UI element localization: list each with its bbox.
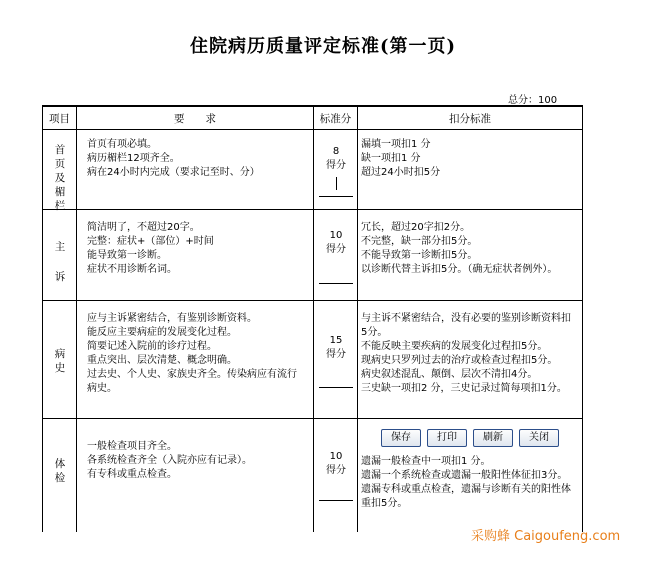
score-unit: 得分 — [326, 244, 346, 255]
requirement-line: 有专科或重点检查。 — [87, 469, 177, 480]
row-deductions — [361, 221, 581, 277]
requirement-line: 完整：症状+（部位）+时间 — [87, 236, 214, 247]
requirement-line: 能反应主要病症的发展变化过程。 — [87, 327, 237, 338]
action-toolbar — [381, 429, 559, 447]
deduction-line: 遗漏一个系统检查或遗漏一般阳性体征扣3分。 — [361, 470, 568, 481]
row-item-homepage: 首页及楣栏 — [54, 144, 66, 212]
deduction-line: 漏填一项扣1 分 — [361, 139, 431, 150]
score-input-line[interactable] — [319, 196, 353, 197]
deduction-line: 现病史只罗列过去的治疗或检查过程扣5分。 — [361, 355, 558, 366]
row-requirements — [87, 440, 313, 482]
page-title: 住院病历质量评定标准(第一页) — [189, 36, 457, 57]
row-divider — [43, 129, 583, 130]
requirement-line: 简洁明了，不超过20字。 — [87, 222, 200, 233]
score-value: 15 — [329, 335, 343, 346]
requirement-line: 简要记述入院前的诊疗过程。 — [87, 341, 217, 352]
row-divider — [43, 300, 583, 301]
column-divider — [76, 107, 77, 532]
row-divider — [43, 418, 583, 419]
requirement-line: 能导致第一诊断。 — [87, 250, 167, 261]
score-input-line[interactable] — [319, 500, 353, 501]
score-unit: 得分 — [326, 160, 346, 171]
header-requirement: 要 求 — [174, 113, 216, 125]
row-deductions — [361, 455, 581, 511]
row-requirements — [87, 221, 313, 277]
deduction-line: 不完整，缺一部分扣5分。 — [361, 236, 478, 247]
row-score — [315, 450, 357, 478]
requirement-line: 病历楣栏12项齐全。 — [87, 153, 180, 164]
deduction-line: 5分。 — [361, 327, 388, 338]
header-item: 项目 — [49, 113, 70, 125]
requirement-line: 病史。 — [87, 383, 117, 394]
row-requirements — [87, 312, 313, 396]
row-item-exam: 体检 — [54, 458, 66, 484]
score-unit: 得分 — [326, 349, 346, 360]
requirement-line: 过去史、个人史、家族史齐全。传染病应有流行 — [87, 369, 297, 380]
deduction-line: 冗长，超过20字扣2分。 — [361, 222, 471, 233]
column-divider — [357, 107, 358, 532]
row-item-history: 病史 — [54, 348, 66, 374]
deduction-line: 三史缺一项扣2 分，三史记录过简每项扣1分。 — [361, 383, 567, 394]
save-button[interactable]: 保存 — [381, 429, 421, 447]
header-score: 标准分 — [319, 113, 352, 125]
score-value: 8 — [332, 146, 340, 157]
total-score: 总分：100 — [508, 95, 558, 106]
requirement-line: 症状不用诊断名词。 — [87, 264, 177, 275]
score-input-line[interactable] — [319, 387, 353, 388]
row-score — [315, 145, 357, 173]
header-deduction: 扣分标准 — [449, 113, 491, 125]
column-divider — [582, 107, 583, 532]
print-button[interactable]: 打印 — [427, 429, 467, 447]
deduction-line: 不能反映主要疾病的发展变化过程扣5分。 — [361, 341, 548, 352]
row-score — [315, 334, 357, 362]
deduction-line: 遗漏专科或重点检查，遗漏与诊断有关的阳性体 — [361, 484, 571, 495]
deduction-line: 遗漏一般检查中一项扣1 分。 — [361, 456, 491, 467]
score-value: 10 — [329, 451, 343, 462]
deduction-line: 缺一项扣1 分 — [361, 153, 421, 164]
close-button[interactable]: 关闭 — [519, 429, 559, 447]
requirement-line: 一般检查项目齐全。 — [87, 441, 177, 452]
requirement-line: 应与主诉紧密结合，有鉴别诊断资料。 — [87, 313, 257, 324]
requirement-line: 重点突出、层次清楚、概念明确。 — [87, 355, 237, 366]
row-score — [315, 229, 357, 257]
row-divider — [43, 209, 583, 210]
deduction-line: 以诊断代替主诉扣5分。（确无症状者例外）。 — [361, 264, 558, 275]
criteria-table — [42, 105, 583, 532]
refresh-button[interactable]: 刷新 — [473, 429, 513, 447]
requirement-line: 首页有项必填。 — [87, 139, 157, 150]
row-deductions — [361, 312, 581, 396]
row-requirements — [87, 138, 313, 180]
score-unit: 得分 — [326, 465, 346, 476]
requirement-line: 各系统检查齐全（入院亦应有记录）。 — [87, 455, 252, 466]
watermark: 采购蜂 Caigoufeng.com — [471, 529, 621, 544]
row-deductions — [361, 138, 581, 180]
column-divider — [313, 107, 314, 532]
deduction-line: 重扣5分。 — [361, 498, 408, 509]
deduction-line: 超过24小时扣5分 — [361, 167, 441, 178]
requirement-line: 病在24小时内完成（要求记至时、分） — [87, 167, 260, 178]
deduction-line: 不能导致第一诊断扣5分。 — [361, 250, 478, 261]
score-input-line[interactable] — [319, 283, 353, 284]
text-cursor — [336, 177, 337, 190]
deduction-line: 与主诉不紧密结合，没有必要的鉴别诊断资料扣 — [361, 313, 571, 324]
score-value: 10 — [329, 230, 343, 241]
row-item-complaint: 主诉 — [54, 241, 66, 283]
deduction-line: 病史叙述混乱、颠倒、层次不清扣4分。 — [361, 369, 538, 380]
